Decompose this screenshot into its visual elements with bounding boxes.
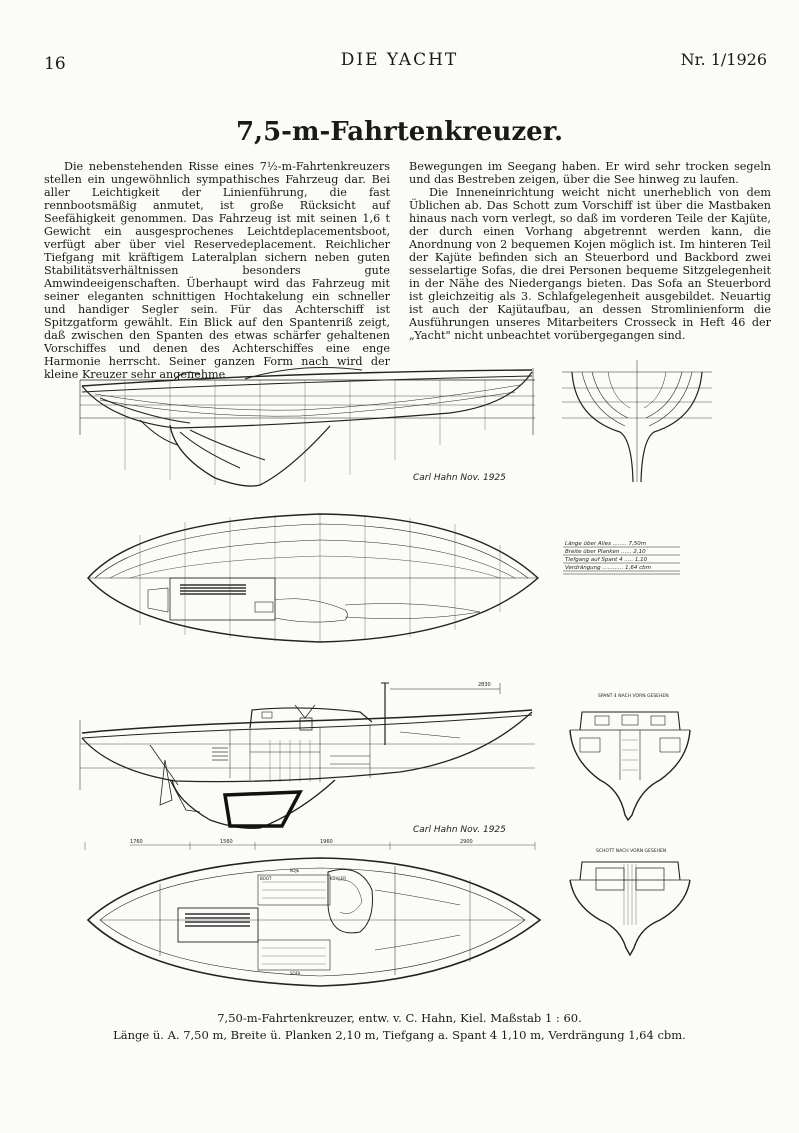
journal-title: DIE YACHT <box>340 50 459 70</box>
section-label: SCHOTT NACH VORN GESEHEN <box>596 849 667 854</box>
plan-label: BOOT <box>260 876 272 881</box>
plan-label: KOJE <box>290 868 300 873</box>
paragraph: Bewegungen im Seegang haben. Er wird sehr trocken segeln und das Bestreben zeigen, über die See hinweg zu laufen. <box>409 160 771 186</box>
dimension-label: 1760 <box>130 839 143 845</box>
dimension-label: 1560 <box>220 839 233 845</box>
page-number: 16 <box>44 54 66 74</box>
section-spant-4 <box>570 712 690 820</box>
deck-plan <box>88 858 540 986</box>
dimension-label: 2830 <box>478 682 491 688</box>
dimension-label: 2900 <box>460 839 473 845</box>
plan-drawing <box>88 514 538 642</box>
body-plan-lines <box>562 360 712 482</box>
spec-line: Verdrängung ............ 1,64 cbm <box>565 565 651 571</box>
spec-line: Tiefgang auf Spant 4 ..... 1,10 <box>565 557 648 563</box>
spec-line: Länge über Alles ........ 7,50m <box>565 541 647 547</box>
caption-line-2: Länge ü. A. 7,50 m, Breite ü. Planken 2,10 m, Tiefgang a. Spant 4 1,10 m, Verdrängung 1,64 cbm. <box>113 1028 686 1042</box>
caption-line-1: 7,50-m-Fahrtenkreuzer, entw. v. C. Hahn, Kiel. Maßstab 1 : 60. <box>217 1011 582 1025</box>
plan-label: SOFA <box>290 971 301 976</box>
dimension-label: 1960 <box>320 839 333 845</box>
article-title: 7,5-m-Fahrtenkreuzer. <box>235 117 564 147</box>
figure-caption <box>0 1010 799 1044</box>
plan-label: KÜHLER <box>330 876 346 881</box>
designer-signature: Carl Hahn Nov. 1925 <box>413 825 506 835</box>
profile-drawing <box>80 367 535 486</box>
section-schott <box>570 862 690 955</box>
paragraph: Die Inneneinrichtung weicht nicht unerheblich von dem Üblichen ab. Das Schott zum Vorschiff ist über die Mastbaken hinaus nach vorn verlegt, so daß im vorderen Teile der Kajüte, der durch einen Vorhang abgetrennt werden kann, die Anordnung von 2 bequemen Kojen möglich ist. Im hinteren Teil der Kajüte befinden sich an Steuerbord und Backbord zwei sesselartige Sofas, die drei Personen bequeme Sitzgelegenheit in der Nähe des Niedergangs bieten. Das Sofa an Steuerbord ist gleichzeitig als 3. Schlafgelegenheit ausgebildet. Neuartig ist auch der Kajütaufbau, an dessen Stromlinienform die Ausführungen unseres Mitarbeiters Crosseck in Heft 46 der „Yacht" nicht unbeachtet vorübergegangen sind. <box>409 186 771 342</box>
paragraph: Die nebenstehenden Risse eines 7½-m-Fahrtenkreuzers stellen ein ungewöhnlich sympathisches Fahrzeug dar. Bei aller Leichtigkeit der Linienführung, die fast rennbootsmäßig anmutet, ist große Rücksicht auf Seefähigkeit genommen. Das Fahrzeug ist mit seinen 1,6 t Gewicht ein ausgesprochenes Leichtdeplacementsboot, verfügt aber über viel Reservedeplacement. Reichlicher Tiefgang mit kräftigem Lateralplan sichern neben guten Stabilitätsverhältnissen besonders gute Amwindeeigenschaften. Überhaupt wird das Fahrzeug mit seiner eleganten schnittigen Hochtakelung ein schneller und handiger Segler sein. Für das Achterschiff ist Spitzgatform gewählt. Ein Blick auf den Spantenriß zeigt, daß zwischen den Spanten des etwas schärfer gehaltenen Vorschiffes und denen des Achterschiffes eine enge Harmonie herrscht. Seiner ganzen Form nach wird der kleine Kreuzer sehr angenehme <box>44 160 390 381</box>
designer-signature: Carl Hahn Nov. 1925 <box>413 473 506 483</box>
section-label: SPANT 4 NACH VORN GESEHEN <box>598 694 669 699</box>
issue-number: Nr. 1/1926 <box>680 50 767 69</box>
spec-line: Breite über Planken ...... 2,10 <box>565 549 646 555</box>
